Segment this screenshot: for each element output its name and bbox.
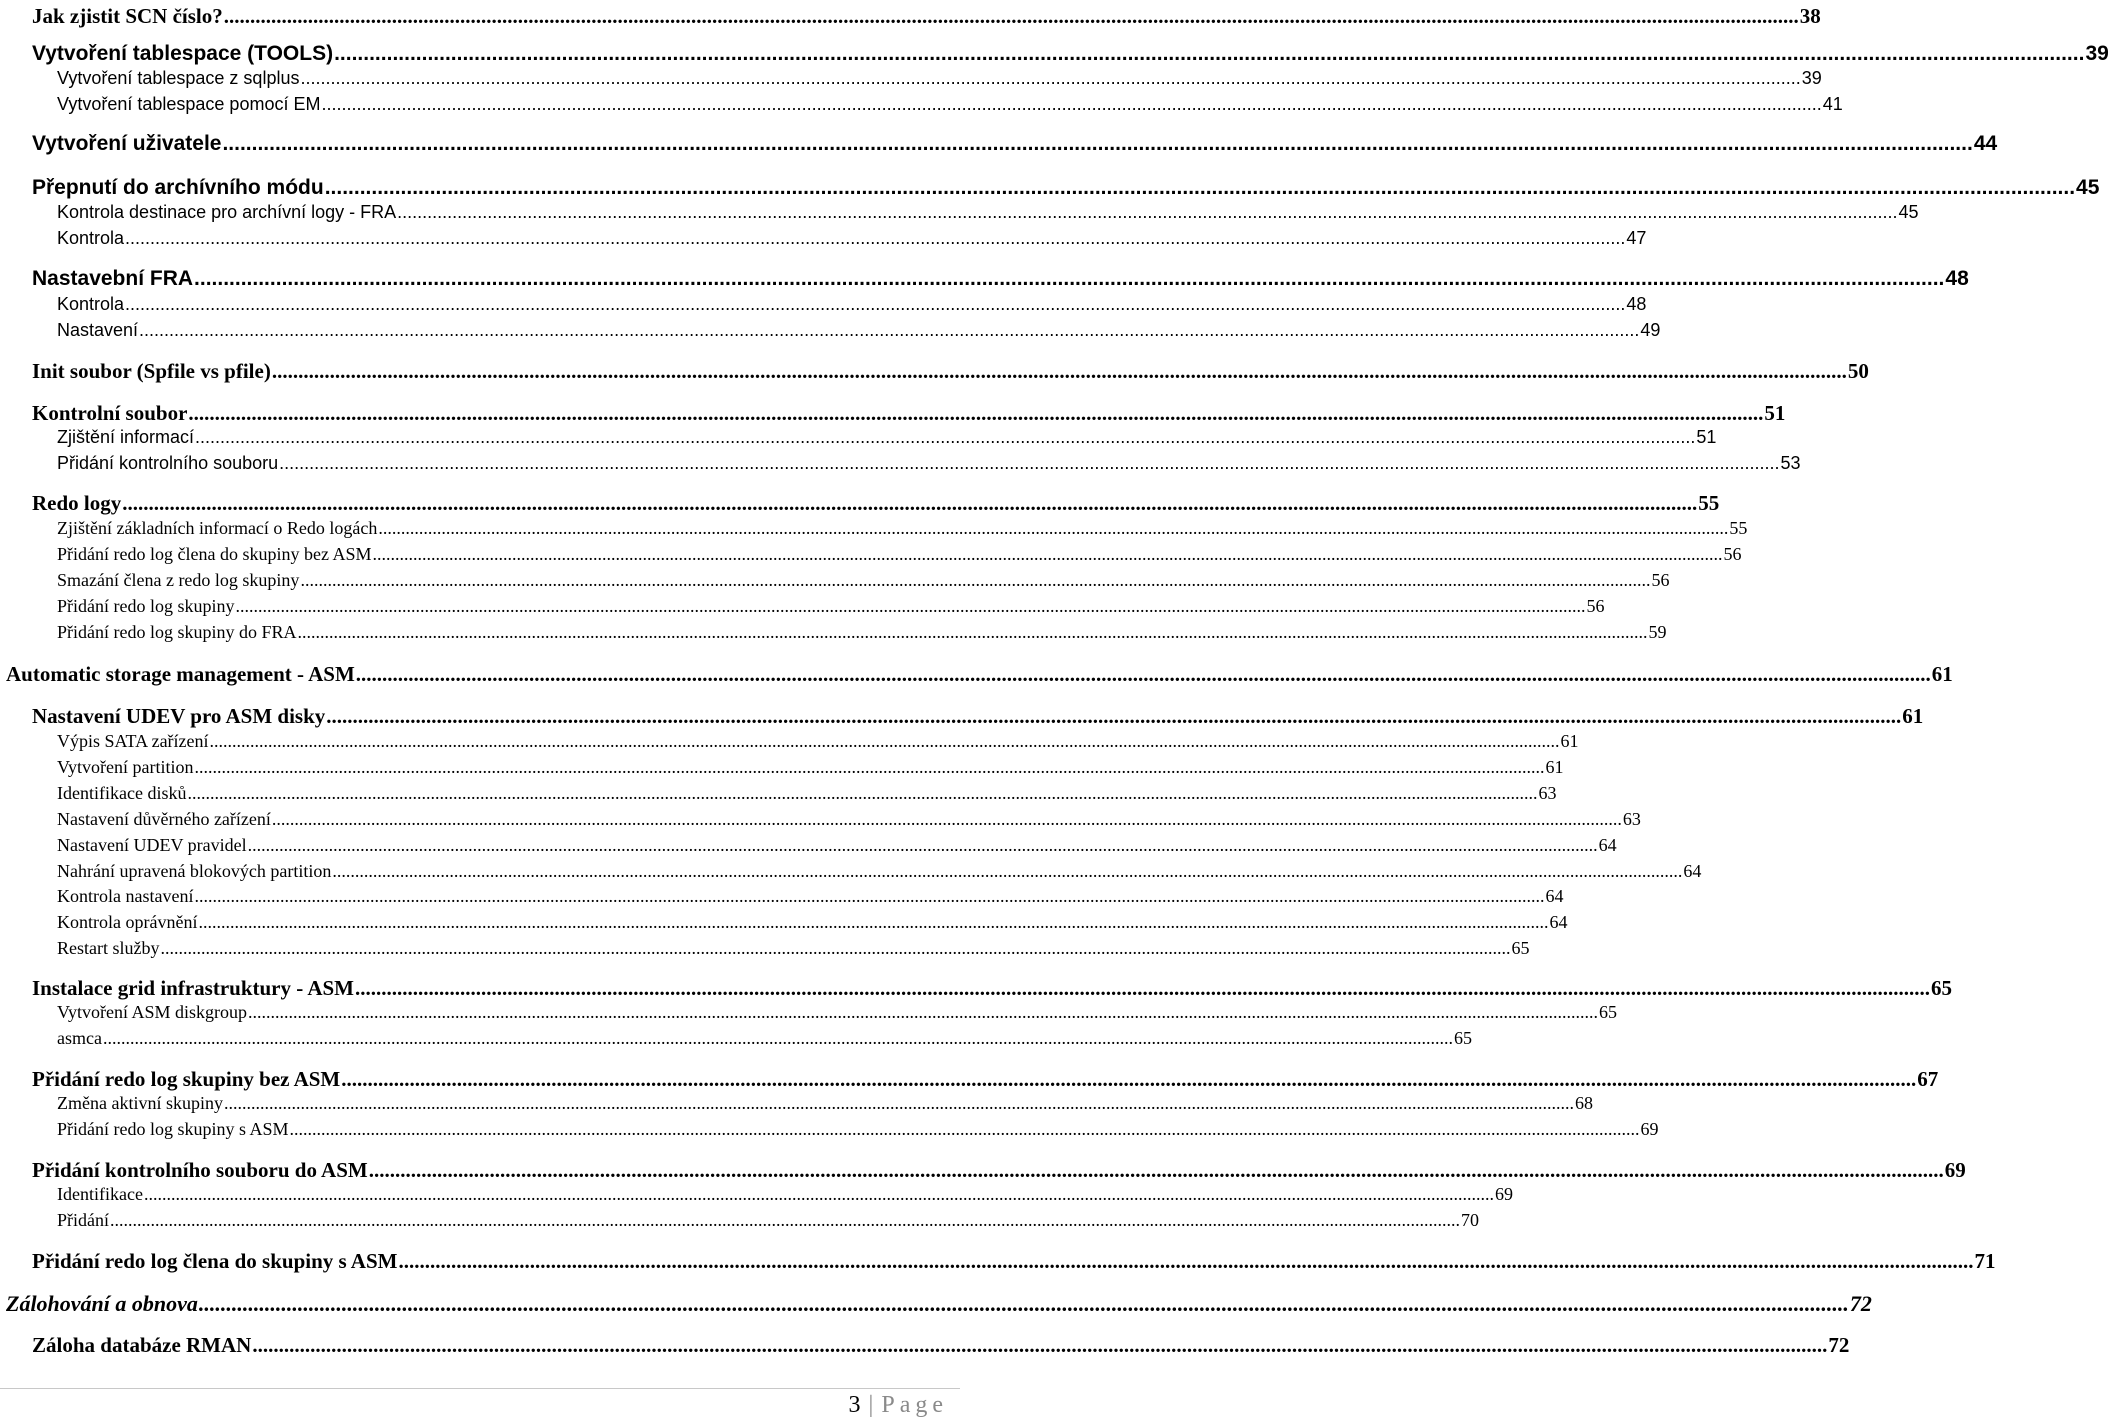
toc-entry[interactable] <box>57 294 1647 315</box>
page-word: Page <box>881 1392 948 1418</box>
toc-entry-page: 39 <box>1801 68 1822 88</box>
toc-dot-leader: ............................................................................................................................................................................................................................................................................................................ <box>378 518 1729 538</box>
toc-dot-leader: ............................................................................................................................................................................................................................................................................................................ <box>271 359 1847 383</box>
toc-entry-page: 63 <box>1538 783 1557 803</box>
toc-dot-leader: ............................................................................................................................................................................................................................................................................................................ <box>279 453 1780 473</box>
toc-entry[interactable] <box>57 1002 1618 1023</box>
toc-dot-leader: ............................................................................................................................................................................................................................................................................................................ <box>398 1249 1974 1273</box>
toc-entry-title: Redo logy <box>32 491 122 515</box>
toc-entry[interactable] <box>32 4 1821 29</box>
toc-entry-page: 61 <box>1902 704 1924 728</box>
toc-entry[interactable] <box>6 662 1953 687</box>
toc-entry-page: 64 <box>1683 861 1702 881</box>
page-footer <box>849 1392 948 1419</box>
toc-entry-title: Přidání <box>57 1210 109 1230</box>
toc-entry-title: Vytvoření ASM diskgroup <box>57 1002 248 1022</box>
toc-entry[interactable] <box>32 267 1969 291</box>
toc-entry-title: Identifikace <box>57 1184 143 1204</box>
toc-dot-leader: ............................................................................................................................................................................................................................................................................................................ <box>194 267 1945 290</box>
toc-entry-title: Kontrola nastavení <box>57 886 194 906</box>
toc-entry-title: Kontrola oprávnění <box>57 912 198 932</box>
toc-entry[interactable] <box>57 94 1843 115</box>
toc-entry-title: Identifikace disků <box>57 783 187 803</box>
toc-dot-leader: ............................................................................................................................................................................................................................................................................................................ <box>321 94 1822 114</box>
toc-entry-title: Nastavení UDEV pravidel <box>57 835 247 855</box>
toc-entry-page: 44 <box>1973 132 1998 155</box>
toc-entry[interactable] <box>57 427 1717 448</box>
toc-entry[interactable] <box>57 757 1564 778</box>
toc-dot-leader: ............................................................................................................................................................................................................................................................................................................ <box>125 228 1626 248</box>
toc-entry-page: 61 <box>1931 662 1953 686</box>
toc-entry[interactable] <box>57 1210 1479 1231</box>
toc-entry-page: 51 <box>1764 401 1786 425</box>
toc-entry-title: Přidání kontrolního souboru <box>57 453 279 473</box>
toc-entry[interactable] <box>57 453 1801 474</box>
footer-separator: | <box>868 1392 874 1418</box>
toc-entry[interactable] <box>57 731 1579 752</box>
toc-entry-title: Restart služby <box>57 938 160 958</box>
toc-entry-page: 71 <box>1974 1249 1996 1273</box>
toc-dot-leader: ............................................................................................................................................................................................................................................................................................................ <box>289 1119 1640 1139</box>
toc-entry[interactable] <box>32 491 1720 516</box>
toc-entry[interactable] <box>57 783 1557 804</box>
toc-entry[interactable] <box>57 622 1667 643</box>
toc-entry-page: 51 <box>1696 427 1717 447</box>
toc-dot-leader: ............................................................................................................................................................................................................................................................................................................ <box>110 1210 1460 1230</box>
toc-entry-title: Nastavební FRA <box>32 267 194 290</box>
toc-dot-leader: ............................................................................................................................................................................................................................................................................................................ <box>397 202 1898 222</box>
toc-entry-title: Kontrola destinace pro archívní logy - FRA <box>57 202 397 222</box>
toc-dot-leader: ............................................................................................................................................................................................................................................................................................................ <box>143 1184 1494 1204</box>
toc-entry-title: Vytvoření tablespace pomocí EM <box>57 94 321 114</box>
toc-entry[interactable] <box>32 132 1998 156</box>
toc-entry[interactable] <box>57 1184 1513 1205</box>
toc-dot-leader: ............................................................................................................................................................................................................................................................................................................ <box>252 1333 1828 1357</box>
toc-entry-title: Přidání kontrolního souboru do ASM <box>32 1158 368 1182</box>
toc-dot-leader: ............................................................................................................................................................................................................................................................................................................ <box>188 401 1764 425</box>
toc-entry[interactable] <box>32 704 1924 729</box>
toc-entry-title: Přidání redo log skupiny s ASM <box>57 1119 289 1139</box>
toc-entry-title: Nastavení UDEV pro ASM disky <box>32 704 326 728</box>
toc-entry-page: 64 <box>1598 835 1617 855</box>
toc-dot-leader: ............................................................................................................................................................................................................................................................................................................ <box>160 938 1511 958</box>
toc-entry-page: 64 <box>1549 912 1568 932</box>
toc-entry-page: 45 <box>1898 202 1919 222</box>
toc-entry-title: Kontrolní soubor <box>32 401 188 425</box>
toc-dot-leader: ............................................................................................................................................................................................................................................................................................................ <box>300 68 1801 88</box>
toc-entry-page: 41 <box>1822 94 1843 114</box>
toc-entry-page: 67 <box>1917 1067 1939 1091</box>
toc-entry[interactable] <box>57 886 1564 907</box>
toc-entry-title: Zálohování a obnova <box>6 1291 198 1316</box>
toc-entry[interactable] <box>32 42 2109 66</box>
toc-entry-title: Vytvoření tablespace (TOOLS) <box>32 42 334 65</box>
toc-entry-page: 72 <box>1849 1291 1872 1316</box>
toc-entry-page: 47 <box>1626 228 1647 248</box>
toc-entry-page: 68 <box>1574 1093 1593 1113</box>
toc-entry-page: 69 <box>1944 1158 1966 1182</box>
toc-dot-leader: ............................................................................................................................................................................................................................................................................................................ <box>355 662 1931 686</box>
toc-dot-leader: ............................................................................................................................................................................................................................................................................................................ <box>326 704 1902 728</box>
toc-dot-leader: ............................................................................................................................................................................................................................................................................................................ <box>209 731 1560 751</box>
toc-entry[interactable] <box>57 68 1822 89</box>
toc-entry-page: 55 <box>1698 491 1720 515</box>
toc-entry[interactable] <box>57 320 1661 341</box>
toc-entry-title: Přidání redo log skupiny <box>57 596 235 616</box>
toc-entry[interactable] <box>57 544 1742 565</box>
toc-entry-page: 39 <box>2085 42 2109 65</box>
toc-dot-leader: ............................................................................................................................................................................................................................................................................................................ <box>198 912 1549 932</box>
toc-entry-title: Přidání redo log člena do skupiny s ASM <box>32 1249 398 1273</box>
toc-dot-leader: ............................................................................................................................................................................................................................................................................................................ <box>355 976 1930 1000</box>
toc-entry-page: 65 <box>1931 976 1952 1000</box>
toc-dot-leader: ............................................................................................................................................................................................................................................................................................................ <box>247 835 1598 855</box>
toc-entry-page: 63 <box>1622 809 1641 829</box>
toc-entry[interactable] <box>32 1333 1850 1358</box>
page-number: 3 <box>848 1392 861 1418</box>
toc-dot-leader: ............................................................................................................................................................................................................................................................................................................ <box>332 861 1683 881</box>
toc-dot-leader: ............................................................................................................................................................................................................................................................................................................ <box>372 544 1723 564</box>
toc-entry-title: Přidání redo log skupiny bez ASM <box>32 1067 341 1091</box>
toc-entry[interactable] <box>57 518 1748 539</box>
toc-entry-title: Nastavení <box>57 320 139 340</box>
toc-entry-title: Smazání člena z redo log skupiny <box>57 570 300 590</box>
toc-dot-leader: ............................................................................................................................................................................................................................................................................................................ <box>194 757 1545 777</box>
toc-dot-leader: ............................................................................................................................................................................................................................................................................................................ <box>102 1028 1453 1048</box>
toc-entry-title: Záloha databáze RMAN <box>32 1333 252 1357</box>
toc-entry[interactable] <box>57 912 1568 933</box>
toc-entry[interactable] <box>57 861 1702 882</box>
toc-dot-leader: ............................................................................................................................................................................................................................................................................................................ <box>195 427 1696 447</box>
toc-entry-title: Jak zjistit SCN číslo? <box>32 4 223 28</box>
toc-entry[interactable] <box>32 1067 1939 1092</box>
toc-entry[interactable] <box>57 1028 1472 1049</box>
toc-entry[interactable] <box>32 359 1869 384</box>
toc-entry-title: Výpis SATA zařízení <box>57 731 209 751</box>
toc-entry-title: Kontrola <box>57 228 125 248</box>
toc-entry-page: 65 <box>1599 1002 1618 1022</box>
toc-entry-page: 69 <box>1640 1119 1659 1139</box>
toc-entry-title: Automatic storage management - ASM <box>6 662 355 686</box>
toc-dot-leader: ............................................................................................................................................................................................................................................................................................................ <box>324 176 2076 199</box>
toc-entry-title: Přepnutí do archívního módu <box>32 176 324 199</box>
toc-entry[interactable] <box>57 596 1605 617</box>
toc-entry-title: Kontrola <box>57 294 125 314</box>
toc-entry-title: Vytvoření partition <box>57 757 194 777</box>
toc-entry-page: 38 <box>1799 4 1821 28</box>
toc-entry[interactable] <box>57 835 1617 856</box>
toc-entry-page: 56 <box>1723 544 1742 564</box>
toc-dot-leader: ............................................................................................................................................................................................................................................................................................................ <box>297 622 1648 642</box>
toc-entry[interactable] <box>32 976 1952 1001</box>
toc-entry-page: 56 <box>1586 596 1605 616</box>
toc-entry-page: 61 <box>1560 731 1579 751</box>
toc-entry-page: 45 <box>2076 176 2100 199</box>
toc-entry-title: Nastavení důvěrného zařízení <box>57 809 271 829</box>
toc-entry[interactable] <box>32 1249 1996 1274</box>
toc-entry[interactable] <box>6 1291 1872 1317</box>
toc-entry[interactable] <box>32 401 1786 426</box>
toc-entry-title: Přidání redo log skupiny do FRA <box>57 622 297 642</box>
toc-entry-page: 65 <box>1453 1028 1472 1048</box>
toc-dot-leader: ............................................................................................................................................................................................................................................................................................................ <box>194 886 1545 906</box>
toc-entry-title: Vytvoření uživatele <box>32 132 222 155</box>
toc-entry[interactable] <box>57 809 1641 830</box>
toc-entry-page: 72 <box>1828 1333 1850 1357</box>
toc-entry-title: Nahrání upravená blokových partition <box>57 861 332 881</box>
toc-entry-title: Zjištění informací <box>57 427 195 447</box>
toc-entry-page: 64 <box>1545 886 1564 906</box>
toc-dot-leader: ............................................................................................................................................................................................................................................................................................................ <box>198 1291 1849 1316</box>
toc-dot-leader: ............................................................................................................................................................................................................................................................................................................ <box>341 1067 1917 1091</box>
toc-entry-page: 69 <box>1494 1184 1513 1204</box>
toc-dot-leader: ............................................................................................................................................................................................................................................................................................................ <box>223 4 1799 28</box>
toc-entry-title: Zjištění základních informací o Redo logách <box>57 518 378 538</box>
toc-entry-page: 56 <box>1651 570 1670 590</box>
toc-entry[interactable] <box>57 1093 1593 1114</box>
toc-entry[interactable] <box>57 570 1670 591</box>
toc-dot-leader: ............................................................................................................................................................................................................................................................................................................ <box>139 320 1640 340</box>
toc-entry-title: Instalace grid infrastruktury - ASM <box>32 976 354 1000</box>
toc-entry[interactable] <box>57 1119 1659 1140</box>
toc-dot-leader: ............................................................................................................................................................................................................................................................................................................ <box>300 570 1651 590</box>
toc-entry-page: 70 <box>1461 1210 1479 1230</box>
toc-entry-title: asmca <box>57 1028 102 1048</box>
toc-entry-title: Init soubor (Spfile vs pfile) <box>32 359 271 383</box>
toc-dot-leader: ............................................................................................................................................................................................................................................................................................................ <box>223 1093 1574 1113</box>
toc-entry-page: 55 <box>1729 518 1748 538</box>
toc-entry-page: 48 <box>1626 294 1647 314</box>
toc-dot-leader: ............................................................................................................................................................................................................................................................................................................ <box>368 1158 1944 1182</box>
toc-dot-leader: ............................................................................................................................................................................................................................................................................................................ <box>122 491 1698 515</box>
toc-entry[interactable] <box>32 176 2100 200</box>
toc-dot-leader: ............................................................................................................................................................................................................................................................................................................ <box>187 783 1538 803</box>
toc-dot-leader: ............................................................................................................................................................................................................................................................................................................ <box>271 809 1622 829</box>
toc-dot-leader: ............................................................................................................................................................................................................................................................................................................ <box>222 132 1973 155</box>
toc-entry-page: 61 <box>1545 757 1564 777</box>
toc-entry-page: 48 <box>1945 267 1969 290</box>
footer-rule <box>0 1388 960 1389</box>
toc-entry-page: 59 <box>1648 622 1667 642</box>
toc-entry[interactable] <box>57 228 1647 249</box>
toc-entry-title: Přidání redo log člena do skupiny bez ASM <box>57 544 372 564</box>
toc-dot-leader: ............................................................................................................................................................................................................................................................................................................ <box>125 294 1626 314</box>
toc-dot-leader: ............................................................................................................................................................................................................................................................................................................ <box>248 1002 1599 1022</box>
toc-entry[interactable] <box>32 1158 1966 1183</box>
toc-entry-page: 65 <box>1511 938 1530 958</box>
toc-dot-leader: ............................................................................................................................................................................................................................................................................................................ <box>235 596 1586 616</box>
toc-entry-page: 50 <box>1847 359 1869 383</box>
toc-entry-page: 53 <box>1780 453 1801 473</box>
toc-dot-leader: ............................................................................................................................................................................................................................................................................................................ <box>334 42 2085 65</box>
toc-entry-page: 49 <box>1640 320 1661 340</box>
toc-entry-title: Změna aktivní skupiny <box>57 1093 223 1113</box>
toc-entry[interactable] <box>57 202 1919 223</box>
toc-entry[interactable] <box>57 938 1530 959</box>
toc-entry-title: Vytvoření tablespace z sqlplus <box>57 68 300 88</box>
